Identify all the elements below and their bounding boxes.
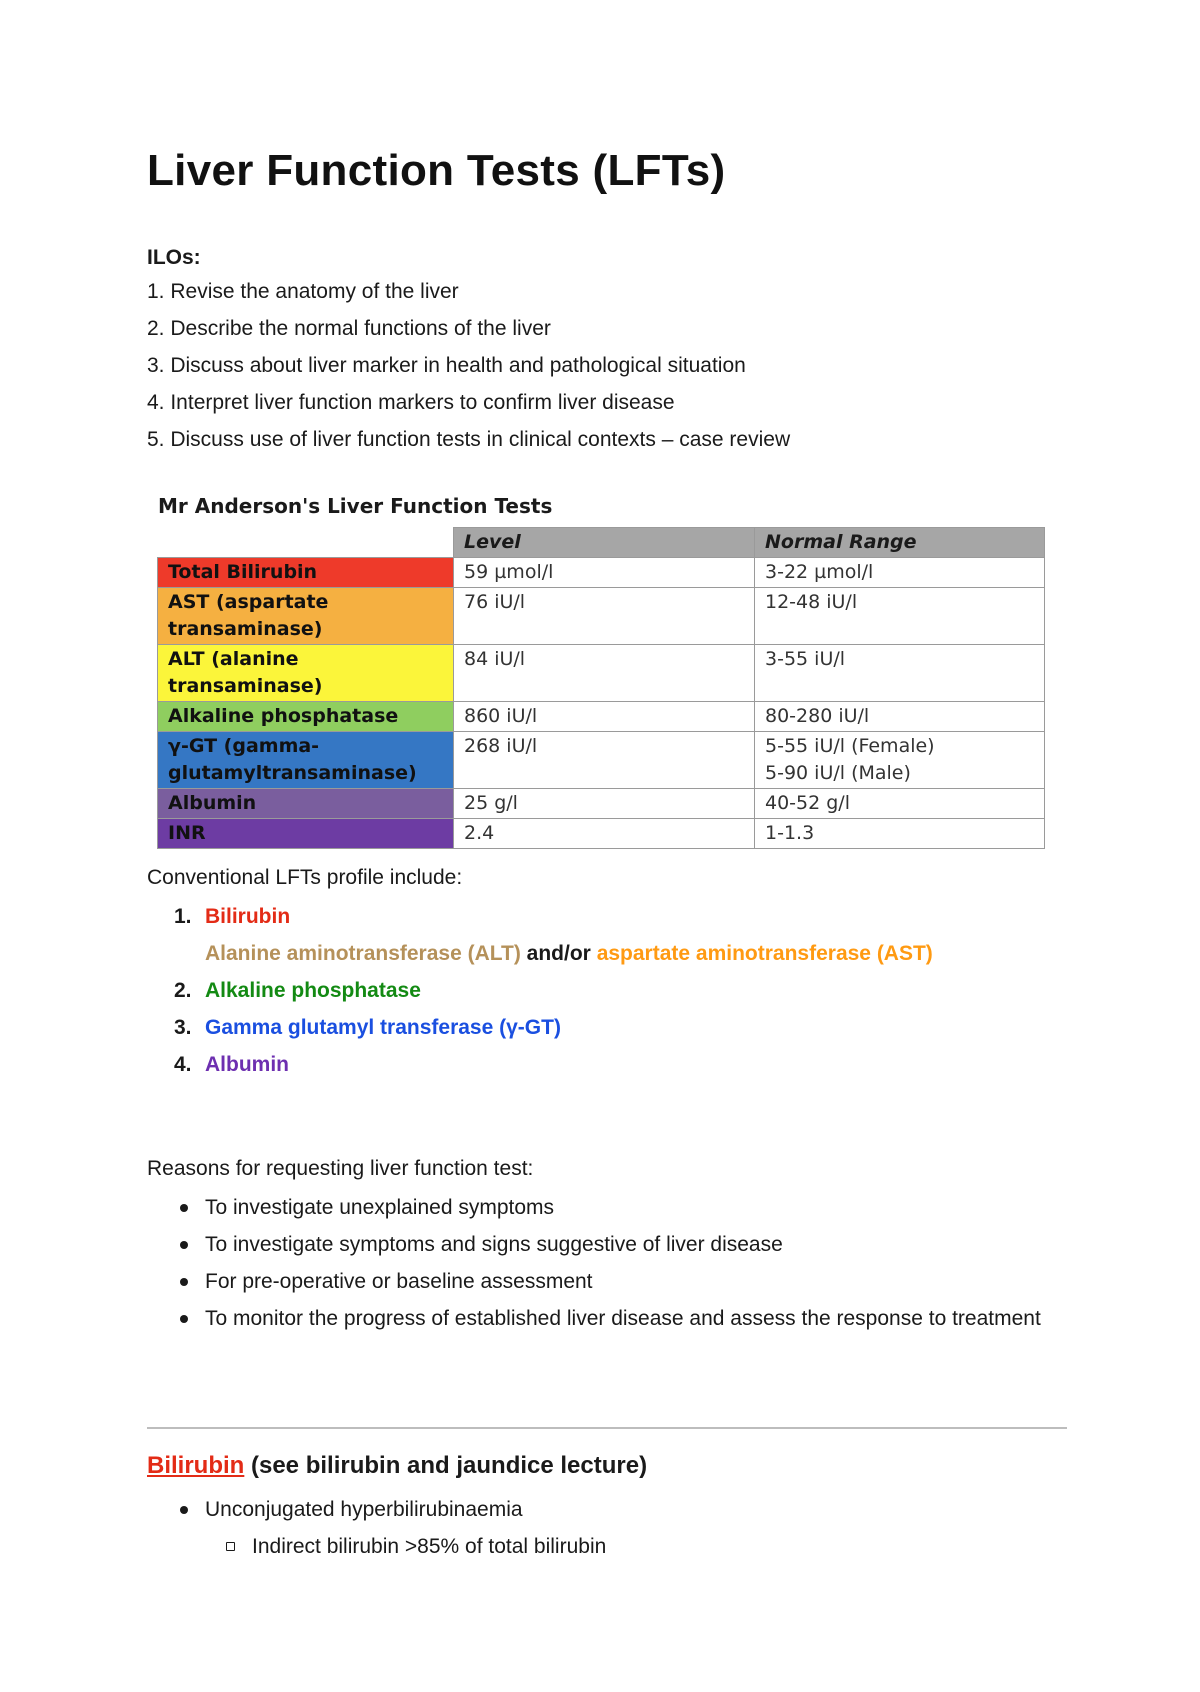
sub-bullet-icon: [226, 1542, 235, 1551]
table-header-blank: [158, 528, 454, 558]
conventional-list: [147, 898, 933, 1083]
bullet-icon: [180, 1506, 188, 1514]
alt-label: Alanine aminotransferase (ALT): [205, 942, 521, 965]
table-header-row: [158, 528, 1045, 558]
ilos-heading: ILOs:: [147, 246, 201, 269]
list-item: [147, 1263, 1067, 1300]
reasons-heading: Reasons for requesting liver function test:: [147, 1157, 534, 1180]
list-text: Unconjugated hyperbilirubinaemia: [205, 1498, 523, 1521]
range-line: 1-1.3: [765, 822, 815, 844]
bullet-icon: [180, 1241, 188, 1249]
range-line: 40-52 g/l: [765, 792, 850, 814]
list-item: [147, 1491, 606, 1528]
conventional-heading: Conventional LFTs profile include:: [147, 866, 463, 889]
bilirubin-link[interactable]: Bilirubin: [147, 1452, 245, 1479]
alp-label: Alkaline phosphatase: [205, 979, 421, 1002]
list-item: [147, 972, 933, 1009]
table-row: [158, 732, 1045, 789]
list-item: [147, 1009, 933, 1046]
normal-range-cell: [755, 588, 1045, 645]
normal-range-cell: [755, 645, 1045, 702]
level-cell: 76 iU/l: [454, 588, 755, 645]
table-row: [158, 558, 1045, 588]
range-line: 3-22 µmol/l: [765, 561, 874, 583]
list-text: For pre-operative or baseline assessment: [205, 1270, 593, 1293]
bullet-icon: [180, 1315, 188, 1323]
test-name-cell: Total Bilirubin: [158, 558, 454, 588]
table-row: [158, 588, 1045, 645]
list-item: [147, 1226, 1067, 1263]
sub-list-item: [147, 1528, 606, 1565]
normal-range-cell: [755, 789, 1045, 819]
list-item: [147, 1189, 1067, 1226]
list-number: 4.: [174, 1053, 192, 1076]
range-line: 5-55 iU/l (Female): [765, 735, 935, 757]
section-divider: [147, 1427, 1067, 1429]
list-item: [147, 935, 933, 972]
list-item: [147, 1046, 933, 1083]
level-cell: 860 iU/l: [454, 702, 755, 732]
lft-results-table: [157, 527, 1045, 849]
bullet-icon: [180, 1204, 188, 1212]
table-header-range: Normal Range: [755, 528, 1045, 558]
range-line: 12-48 iU/l: [765, 591, 858, 613]
table-row: [158, 702, 1045, 732]
list-text: To monitor the progress of established liver disease and assess the response to treatment: [205, 1307, 1041, 1330]
list-number: 2.: [174, 979, 192, 1002]
level-cell: 2.4: [454, 819, 755, 849]
list-item: 4. Interpret liver function markers to confirm liver disease: [147, 391, 675, 414]
table-row: [158, 789, 1045, 819]
test-name-cell: Albumin: [158, 789, 454, 819]
bilirubin-heading-rest: (see bilirubin and jaundice lecture): [244, 1452, 648, 1479]
level-cell: 25 g/l: [454, 789, 755, 819]
list-item: 5. Discuss use of liver function tests in clinical contexts – case review: [147, 428, 791, 451]
level-cell: 84 iU/l: [454, 645, 755, 702]
list-number: 1.: [174, 905, 192, 928]
test-name-cell: ALT (alanine transaminase): [158, 645, 454, 702]
normal-range-cell: [755, 558, 1045, 588]
test-name-cell: Alkaline phosphatase: [158, 702, 454, 732]
test-name-cell: INR: [158, 819, 454, 849]
normal-range-cell: [755, 732, 1045, 789]
ggt-label: Gamma glutamyl transferase (γ-GT): [205, 1016, 561, 1039]
albumin-label: Albumin: [205, 1053, 289, 1076]
list-text: To investigate symptoms and signs suggestive of liver disease: [205, 1233, 783, 1256]
level-cell: 268 iU/l: [454, 732, 755, 789]
reasons-list: [147, 1189, 1067, 1337]
bullet-icon: [180, 1278, 188, 1286]
joiner-text: and/or: [520, 942, 597, 965]
ilos-list: [147, 276, 790, 461]
table-header-level: Level: [454, 528, 755, 558]
range-line: 3-55 iU/l: [765, 648, 846, 670]
test-name-cell: AST (aspartate transaminase): [158, 588, 454, 645]
list-text: Indirect bilirubin >85% of total bilirubin: [252, 1535, 607, 1558]
bilirubin-section-heading: [147, 1452, 647, 1480]
bilirubin-list: [147, 1491, 606, 1565]
list-item: 2. Describe the normal functions of the liver: [147, 317, 551, 340]
test-name-cell: γ-GT (gamma-glutamyltransaminase): [158, 732, 454, 789]
range-line: 80-280 iU/l: [765, 705, 870, 727]
ast-label: aspartate aminotransferase (AST): [596, 942, 933, 965]
list-number: 3.: [174, 1016, 192, 1039]
list-item: [147, 1300, 1067, 1337]
bilirubin-label: Bilirubin: [205, 905, 291, 928]
table-row: [158, 819, 1045, 849]
range-line: 5-90 iU/l (Male): [765, 762, 911, 784]
normal-range-cell: [755, 702, 1045, 732]
list-item: [147, 898, 933, 935]
list-item: 3. Discuss about liver marker in health and pathological situation: [147, 354, 746, 377]
list-item: 1. Revise the anatomy of the liver: [147, 280, 459, 303]
page-title: Liver Function Tests (LFTs): [147, 146, 726, 195]
normal-range-cell: [755, 819, 1045, 849]
table-row: [158, 645, 1045, 702]
table-caption: Mr Anderson's Liver Function Tests: [158, 494, 553, 518]
level-cell: 59 µmol/l: [454, 558, 755, 588]
list-text: To investigate unexplained symptoms: [205, 1196, 555, 1219]
